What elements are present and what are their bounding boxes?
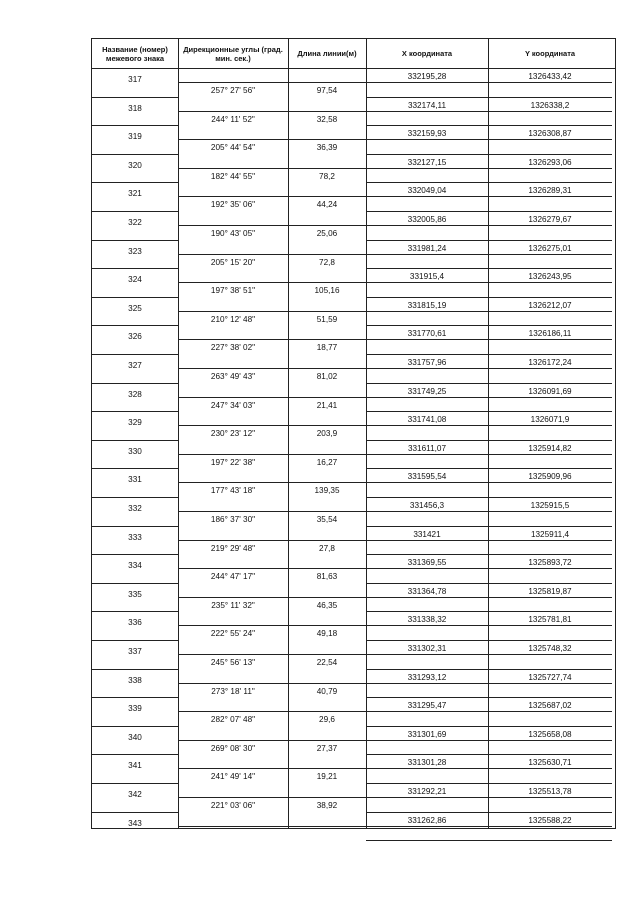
point-name: 329	[128, 418, 142, 428]
row-divider	[92, 783, 178, 784]
row-divider	[92, 297, 178, 298]
point-name: 330	[128, 446, 142, 456]
x-coordinate: 332174,11	[407, 100, 447, 110]
line-length: 25,06	[316, 229, 338, 238]
y-coordinate: 1326433,42	[528, 72, 572, 81]
row-divider	[366, 240, 612, 241]
line-length: 38,92	[316, 801, 338, 810]
point-name: 331	[128, 475, 142, 485]
direction-angle: 190° 43' 05"	[210, 229, 256, 238]
coordinates-table	[91, 38, 616, 829]
y-coordinate: 1326308,87	[528, 129, 572, 139]
row-divider	[366, 397, 612, 398]
point-name: 319	[128, 132, 142, 142]
x-coordinate: 331815,19	[407, 300, 447, 310]
row-divider	[92, 154, 178, 155]
line-length: 78,2	[319, 171, 335, 181]
row-divider	[366, 768, 612, 769]
x-coordinate: 331301,69	[407, 729, 447, 739]
row-divider	[178, 425, 366, 426]
y-coordinate: 1325914,82	[528, 443, 572, 453]
row-divider	[178, 597, 366, 598]
x-coordinate: 332195,28	[407, 72, 447, 81]
row-divider	[366, 325, 612, 326]
direction-angle: 269° 08' 30"	[210, 743, 256, 753]
x-coordinate: 331421	[413, 529, 441, 539]
line-length: 105,16	[314, 286, 340, 296]
direction-angle: 245° 56' 13"	[210, 658, 256, 667]
line-length: 29,6	[319, 715, 335, 725]
direction-angle: 210° 12' 48"	[210, 314, 256, 324]
y-coordinate: 1326275,01	[528, 243, 572, 253]
point-name: 321	[128, 189, 142, 199]
y-coordinate: 1325687,02	[528, 701, 572, 711]
x-coordinate: 332005,86	[407, 215, 447, 224]
direction-angle: 182° 44' 55"	[210, 171, 256, 181]
x-coordinate: 331338,32	[407, 615, 447, 625]
direction-angle: 282° 07' 48"	[210, 715, 256, 725]
point-name: 335	[128, 589, 142, 599]
row-divider	[366, 711, 612, 712]
direction-angle: 244° 11' 52"	[211, 114, 255, 124]
y-coordinate: 1325909,96	[528, 472, 572, 482]
row-divider	[92, 383, 178, 384]
direction-angle: 197° 38' 51"	[210, 286, 256, 296]
line-length: 49,18	[316, 629, 338, 639]
row-divider	[366, 812, 612, 813]
y-coordinate: 1325727,74	[528, 672, 572, 682]
line-length: 21,41	[316, 400, 338, 410]
direction-angle: 263° 49' 43"	[210, 372, 256, 381]
point-name: 337	[128, 647, 142, 656]
y-coordinate: 1326279,67	[528, 215, 572, 224]
row-divider	[178, 454, 366, 455]
row-divider	[178, 482, 366, 483]
row-divider	[178, 311, 366, 312]
point-name: 333	[128, 532, 142, 542]
x-coordinate: 331364,78	[407, 586, 447, 596]
row-divider	[92, 583, 178, 584]
row-divider	[366, 597, 612, 598]
row-divider	[366, 454, 612, 455]
y-coordinate: 1325911,4	[530, 529, 570, 539]
line-length: 40,79	[316, 686, 338, 696]
row-divider	[366, 282, 612, 283]
direction-angle: 230° 23' 12"	[210, 429, 256, 439]
row-divider	[92, 240, 178, 241]
x-coordinate: 331981,24	[407, 243, 447, 253]
point-name: 342	[128, 790, 142, 799]
row-divider	[366, 354, 612, 355]
y-coordinate: 1326212,07	[528, 300, 572, 310]
line-length: 35,54	[316, 515, 338, 524]
row-divider	[92, 125, 178, 126]
row-divider	[178, 111, 366, 112]
row-divider	[366, 482, 612, 483]
x-coordinate: 331369,55	[407, 558, 447, 568]
row-divider	[366, 383, 612, 384]
row-divider	[366, 611, 612, 612]
row-divider	[178, 82, 366, 83]
line-length: 36,39	[316, 143, 338, 153]
direction-angle: 257° 27' 56"	[210, 86, 256, 95]
point-name: 323	[128, 246, 142, 256]
row-divider	[366, 583, 612, 584]
row-divider	[366, 440, 612, 441]
row-divider	[366, 425, 612, 426]
direction-angle: 205° 44' 54"	[210, 143, 256, 153]
row-divider	[92, 669, 178, 670]
row-divider	[92, 268, 178, 269]
row-divider	[366, 568, 612, 569]
line-length: 97,54	[316, 86, 338, 95]
row-divider	[178, 625, 366, 626]
line-length: 27,8	[319, 543, 335, 553]
line-length: 22,54	[316, 658, 338, 667]
row-divider	[92, 468, 178, 469]
row-divider	[366, 196, 612, 197]
row-divider	[92, 754, 178, 755]
row-divider	[178, 740, 366, 741]
row-divider	[366, 339, 612, 340]
point-name: 328	[128, 389, 142, 399]
row-divider	[92, 640, 178, 641]
y-coordinate: 1326091,69	[528, 386, 572, 396]
point-name: 343	[128, 818, 142, 828]
x-coordinate: 332159,93	[407, 129, 447, 139]
row-divider	[366, 783, 612, 784]
row-divider	[366, 168, 612, 169]
row-divider	[92, 325, 178, 326]
x-coordinate: 332049,04	[407, 186, 447, 196]
row-divider	[366, 654, 612, 655]
row-divider	[366, 826, 612, 827]
x-coordinate: 331456,3	[409, 501, 445, 510]
y-coordinate: 1326071,9	[530, 415, 570, 425]
row-divider	[92, 554, 178, 555]
y-coordinate: 1325781,81	[528, 615, 572, 625]
row-divider	[92, 526, 178, 527]
row-divider	[366, 640, 612, 641]
x-coordinate: 331770,61	[407, 329, 447, 339]
line-length: 44,24	[316, 200, 338, 210]
row-divider	[178, 339, 366, 340]
direction-angle: 235° 11' 32"	[211, 600, 255, 610]
y-coordinate: 1326172,24	[528, 358, 572, 367]
row-divider	[366, 268, 612, 269]
row-divider	[92, 97, 178, 98]
y-coordinate: 1326186,11	[528, 329, 572, 339]
row-divider	[366, 82, 612, 83]
line-length: 32,58	[316, 114, 338, 124]
direction-angle: 205° 15' 20"	[210, 257, 256, 267]
point-name: 322	[128, 218, 142, 227]
row-divider	[366, 468, 612, 469]
line-length: 16,27	[316, 457, 338, 467]
row-divider	[366, 211, 612, 212]
point-name: 339	[128, 704, 142, 714]
row-divider	[178, 826, 366, 827]
row-divider	[178, 254, 366, 255]
row-divider	[178, 511, 366, 512]
x-coordinate: 331302,31	[407, 644, 447, 653]
row-divider	[178, 797, 366, 798]
header-y-coordinate: Y координата	[524, 49, 576, 58]
direction-angle: 227° 38' 02"	[210, 343, 256, 353]
y-coordinate: 1326289,31	[528, 186, 572, 196]
row-divider	[178, 168, 366, 169]
direction-angle: 241° 49' 14"	[210, 772, 256, 782]
direction-angle: 192° 35' 06"	[210, 200, 256, 210]
point-name: 326	[128, 332, 142, 342]
point-name: 332	[128, 504, 142, 513]
row-divider	[92, 354, 178, 355]
y-coordinate: 1325915,5	[530, 501, 570, 510]
row-divider	[92, 211, 178, 212]
row-divider	[178, 225, 366, 226]
line-length: 51,59	[316, 314, 338, 324]
row-divider	[178, 368, 366, 369]
row-divider	[366, 797, 612, 798]
row-divider	[366, 669, 612, 670]
row-divider	[366, 754, 612, 755]
x-coordinate: 331262,86	[407, 815, 447, 825]
y-coordinate: 1326338,2	[530, 100, 570, 110]
y-coordinate: 1325658,08	[528, 729, 572, 739]
x-coordinate: 331301,28	[407, 758, 447, 768]
row-divider	[366, 511, 612, 512]
direction-angle: 221° 03' 06"	[210, 801, 256, 810]
row-divider	[366, 625, 612, 626]
row-divider	[366, 311, 612, 312]
row-divider	[178, 540, 366, 541]
point-name: 317	[128, 75, 142, 84]
row-divider	[366, 97, 612, 98]
header-direction-angle: Дирекционные углы (град. мин. сек.)	[183, 44, 283, 63]
row-divider	[178, 397, 366, 398]
y-coordinate: 1326293,06	[528, 157, 572, 167]
row-divider	[366, 683, 612, 684]
row-divider	[366, 182, 612, 183]
header-point-name: Название (номер) межевого знака	[102, 44, 168, 63]
row-divider	[92, 440, 178, 441]
y-coordinate: 1325588,22	[528, 815, 572, 825]
row-divider	[178, 196, 366, 197]
row-divider	[366, 697, 612, 698]
row-divider	[92, 697, 178, 698]
line-length: 81,02	[316, 372, 338, 381]
row-divider	[92, 411, 178, 412]
y-coordinate: 1325630,71	[528, 758, 572, 768]
x-coordinate: 331915,4	[409, 272, 445, 282]
point-name: 338	[128, 675, 142, 685]
row-divider	[178, 683, 366, 684]
line-length: 203,9	[316, 429, 338, 439]
header-divider	[92, 68, 615, 69]
row-divider	[366, 225, 612, 226]
direction-angle: 273° 18' 11"	[211, 686, 255, 696]
direction-angle: 247° 34' 03"	[210, 400, 256, 410]
line-length: 139,35	[314, 486, 340, 496]
row-divider	[366, 368, 612, 369]
row-divider	[366, 740, 612, 741]
x-coordinate: 331741,08	[407, 415, 447, 425]
row-divider	[366, 526, 612, 527]
line-length: 27,37	[316, 743, 338, 753]
row-divider	[92, 497, 178, 498]
direction-angle: 177° 43' 18"	[210, 486, 256, 496]
point-name: 318	[128, 103, 142, 113]
point-name: 325	[128, 303, 142, 313]
row-divider	[366, 840, 612, 841]
point-name: 327	[128, 361, 142, 370]
row-divider	[366, 540, 612, 541]
x-coordinate: 331295,47	[407, 701, 447, 711]
row-divider	[178, 568, 366, 569]
y-coordinate: 1325748,32	[528, 644, 572, 653]
y-coordinate: 1326243,95	[528, 272, 572, 282]
point-name: 324	[128, 275, 142, 285]
row-divider	[366, 111, 612, 112]
row-divider	[366, 554, 612, 555]
point-name: 340	[128, 732, 142, 742]
x-coordinate: 331611,07	[407, 443, 447, 453]
row-divider	[178, 139, 366, 140]
row-divider	[366, 254, 612, 255]
x-coordinate: 331757,96	[407, 358, 447, 367]
x-coordinate: 331595,54	[407, 472, 447, 482]
point-name: 336	[128, 618, 142, 628]
row-divider	[366, 154, 612, 155]
header-line-length: Длина линии(м)	[297, 49, 357, 58]
direction-angle: 219° 29' 48"	[210, 543, 256, 553]
line-length: 18,77	[316, 343, 338, 353]
point-name: 334	[128, 561, 142, 571]
row-divider	[92, 812, 178, 813]
y-coordinate: 1325893,72	[528, 558, 572, 568]
x-coordinate: 332127,15	[407, 157, 447, 167]
line-length: 46,35	[316, 600, 338, 610]
row-divider	[178, 282, 366, 283]
header-x-coordinate: X координата	[401, 49, 453, 58]
row-divider	[92, 726, 178, 727]
direction-angle: 197° 22' 38"	[210, 457, 256, 467]
row-divider	[366, 297, 612, 298]
point-name: 341	[128, 761, 142, 771]
row-divider	[178, 654, 366, 655]
x-coordinate: 331293,12	[407, 672, 447, 682]
point-name: 320	[128, 160, 142, 170]
x-coordinate: 331292,21	[407, 787, 447, 796]
line-length: 19,21	[316, 772, 338, 782]
line-length: 72,8	[319, 257, 335, 267]
row-divider	[366, 497, 612, 498]
line-length: 81,63	[316, 572, 338, 582]
y-coordinate: 1325513,78	[528, 787, 572, 796]
row-divider	[366, 411, 612, 412]
row-divider	[92, 611, 178, 612]
x-coordinate: 331749,25	[407, 386, 447, 396]
y-coordinate: 1325819,87	[528, 586, 572, 596]
row-divider	[366, 125, 612, 126]
row-divider	[178, 768, 366, 769]
row-divider	[92, 182, 178, 183]
direction-angle: 186° 37' 30"	[210, 515, 256, 524]
row-divider	[178, 711, 366, 712]
direction-angle: 244° 47' 17"	[210, 572, 256, 582]
row-divider	[366, 139, 612, 140]
direction-angle: 222° 55' 24"	[210, 629, 256, 639]
row-divider	[366, 726, 612, 727]
